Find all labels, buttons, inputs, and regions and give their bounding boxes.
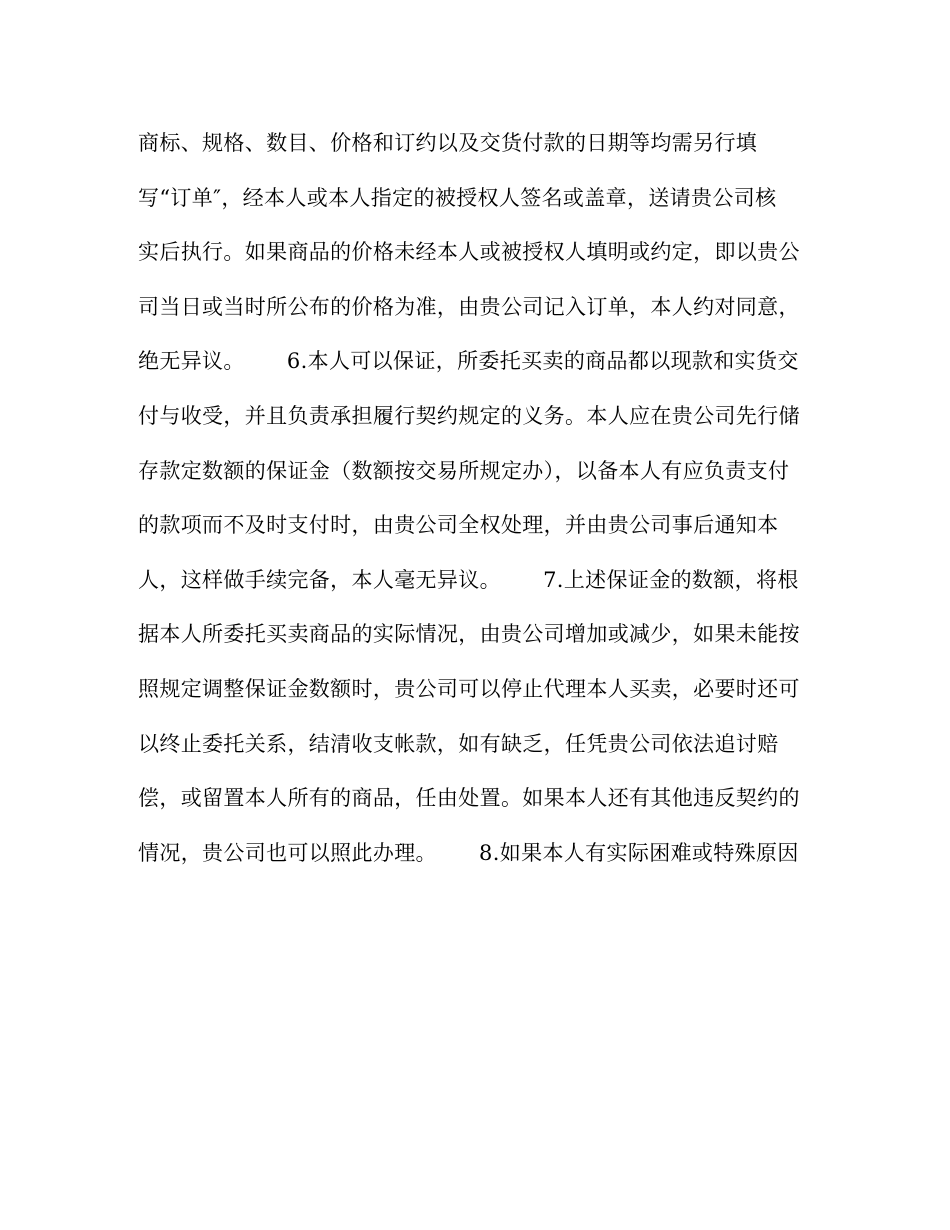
text-line: 偿，或留置本人所有的商品，任由处置。如果本人还有其他违反契约的 (138, 786, 800, 811)
text-line: 情况，贵公司也可以照此办理。 8.如果本人有实际困难或特殊原因 (138, 840, 799, 865)
text-line: 据本人所委托买卖商品的实际情况，由贵公司增加或减少，如果未能按 (138, 622, 800, 647)
text-line: 存款定数额的保证金（数额按交易所规定办），以备本人有应负责支付 (138, 458, 790, 483)
text-line: 付与收受，并且负责承担履行契约规定的义务。本人应在贵公司先行储 (138, 403, 800, 428)
text-line: 照规定调整保证金数额时，贵公司可以停止代理本人买卖，必要时还可 (138, 676, 800, 701)
text-line: 人，这样做手续完备，本人毫无异议。 7.上述保证金的数额，将根 (138, 567, 799, 592)
text-line: 实后执行。如果商品的价格未经本人或被授权人填明或约定，即以贵公 (138, 240, 800, 265)
text-line: 以终止委托关系，结清收支帐款，如有缺乏，任凭贵公司依法追讨赔 (138, 731, 779, 756)
body-text (138, 121, 828, 885)
text-line: 绝无异议。 6.本人可以保证，所委托买卖的商品都以现款和实货交 (138, 349, 799, 374)
text-line: 司当日或当时所公布的价格为准，由贵公司记入订单，本人约对同意， (138, 294, 800, 319)
text-line: 商标、规格、数目、价格和订约以及交货付款的日期等均需另行填 (138, 131, 758, 155)
text-line: 的款项而不及时支付时，由贵公司全权处理，并由贵公司事后通知本 (138, 513, 779, 538)
text-line: 写“订单″，经本人或本人指定的被授权人签名或盖章，送请贵公司核 (138, 185, 777, 210)
